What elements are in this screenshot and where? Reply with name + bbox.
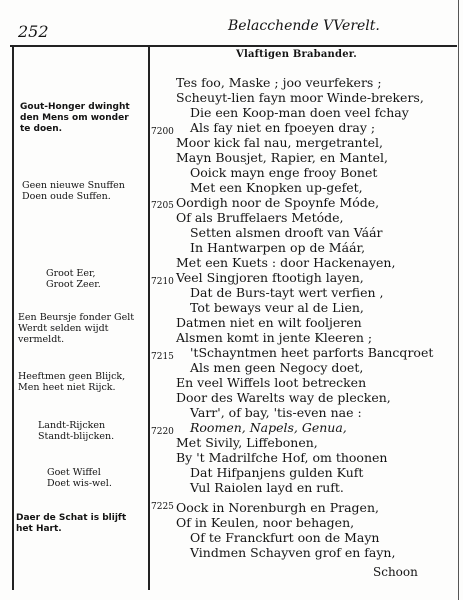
line-number: 7210	[151, 277, 174, 287]
verse-line: Varr', of bay, 'tis-even nae :	[190, 405, 362, 420]
margin-note-line: Doen oude Suffen.	[22, 191, 111, 202]
margin-note-line: Groot Zeer.	[46, 279, 101, 290]
verse-line: Met een Knopken up-gefet,	[190, 180, 363, 195]
verse-line: Veel Singjoren ftootigh layen,	[176, 270, 364, 285]
verse-line: Met een Kuets : door Hackenayen,	[176, 255, 396, 270]
verse-line: Scheuyt-lien fayn moor Winde-brekers,	[176, 90, 424, 105]
margin-note-line: Heeftmen geen Blijck,	[18, 371, 126, 382]
verse-line: 'tSchayntmen heet parforts Bancqroet	[190, 345, 434, 360]
margin-note-line: vermeldt.	[18, 334, 65, 345]
margin-note-line: te doen.	[20, 124, 63, 134]
catchword: Schoon	[373, 565, 418, 579]
margin-note	[47, 467, 112, 489]
margin-note-line: den Mens om wonder	[20, 113, 129, 123]
margin-note-line: Goet Wiffel	[47, 467, 101, 478]
margin-note-line: Geen nieuwe Snuffen	[22, 180, 125, 191]
verse-line: Oordigh noor de Spoynfe Móde,	[176, 195, 380, 210]
verse-line: Roomen, Napels, Genua,	[190, 420, 347, 435]
verse-line: Door des Warelts way de plecken,	[176, 390, 391, 405]
page-edge-rule	[458, 0, 459, 600]
verse-line: Mayn Bousjet, Rapier, en Mantel,	[176, 150, 388, 165]
verse-line: Datmen niet en wilt fooljeren	[176, 315, 362, 330]
verse-line: Of in Keulen, noor behagen,	[176, 515, 355, 530]
margin-note	[20, 102, 130, 135]
verse-line: Met Sivily, Liffebonen,	[176, 435, 318, 450]
margin-note-line: Doet wis-wel.	[47, 478, 112, 489]
margin-note	[18, 371, 125, 393]
line-number: 7225	[151, 502, 174, 512]
margin-note	[46, 268, 101, 290]
running-head: Belacchende VVerelt.	[228, 18, 380, 34]
verse-line: En veel Wiffels loot betrecken	[176, 375, 367, 390]
speaker-heading: Vlaftigen Brabander.	[236, 49, 357, 60]
margin-note-line: Een Beursje fonder Gelt	[18, 312, 135, 323]
verse-line: Vul Raiolen layd en ruft.	[190, 480, 344, 495]
verse-line: Ooick mayn enge frooy Bonet	[190, 165, 378, 180]
verse-line: Of als Bruffelaers Metóde,	[176, 210, 344, 225]
verse-line: Of te Franckfurt oon de Mayn	[190, 530, 380, 545]
line-number: 7200	[151, 127, 174, 137]
margin-note	[22, 180, 125, 202]
verse-line: Alsmen komt in jente Kleeren ;	[176, 330, 373, 345]
verse-line: Tot beways veur al de Lien,	[190, 300, 364, 315]
left-margin-rule	[12, 45, 14, 590]
verse-line: Tes foo, Maske ; joo veurfekers ;	[176, 75, 382, 90]
margin-note-line: het Hart.	[16, 524, 62, 534]
top-rule	[10, 45, 457, 47]
verse-line: Dat de Burs-tayt wert verfien ,	[190, 285, 384, 300]
line-number: 7215	[151, 352, 174, 362]
margin-note-line: Gout-Honger dwinght	[20, 102, 130, 112]
margin-note-line: Werdt selden wijdt	[18, 323, 109, 334]
margin-note	[16, 513, 126, 535]
verse-line: Setten alsmen drooft van Váár	[190, 225, 383, 240]
verse-line: Die een Koop-man doen veel fchay	[190, 105, 409, 120]
margin-note-line: Standt-blijcken.	[38, 431, 115, 442]
verse-line: By 't Madrilfche Hof, om thoonen	[176, 450, 388, 465]
verse-line: Als fay niet en fpoeyen dray ;	[190, 120, 376, 135]
margin-note	[38, 420, 114, 442]
verse-line: Moor kick fal nau, mergetrantel,	[176, 135, 383, 150]
line-number: 7205	[151, 201, 174, 211]
verse-line: Als men geen Negocy doet,	[190, 360, 364, 375]
margin-note-line: Men heet niet Rijck.	[18, 382, 116, 393]
verse-line: In Hantwarpen op de Máár,	[190, 240, 366, 255]
verse-line: Dat Hifpanjens gulden Kuft	[190, 465, 364, 480]
margin-note-line: Landt-Rijcken	[38, 420, 106, 431]
verse-line: Vindmen Schayven grof en fayn,	[190, 545, 396, 560]
margin-note	[18, 312, 134, 345]
margin-note-line: Daer de Schat is blijft	[16, 513, 127, 523]
margin-note-line: Groot Eer,	[46, 268, 96, 279]
page-number: 252	[18, 22, 49, 41]
line-number: 7220	[151, 427, 174, 437]
verse-line: Oock in Norenburgh en Pragen,	[176, 500, 379, 515]
column-divider-rule	[148, 45, 150, 590]
